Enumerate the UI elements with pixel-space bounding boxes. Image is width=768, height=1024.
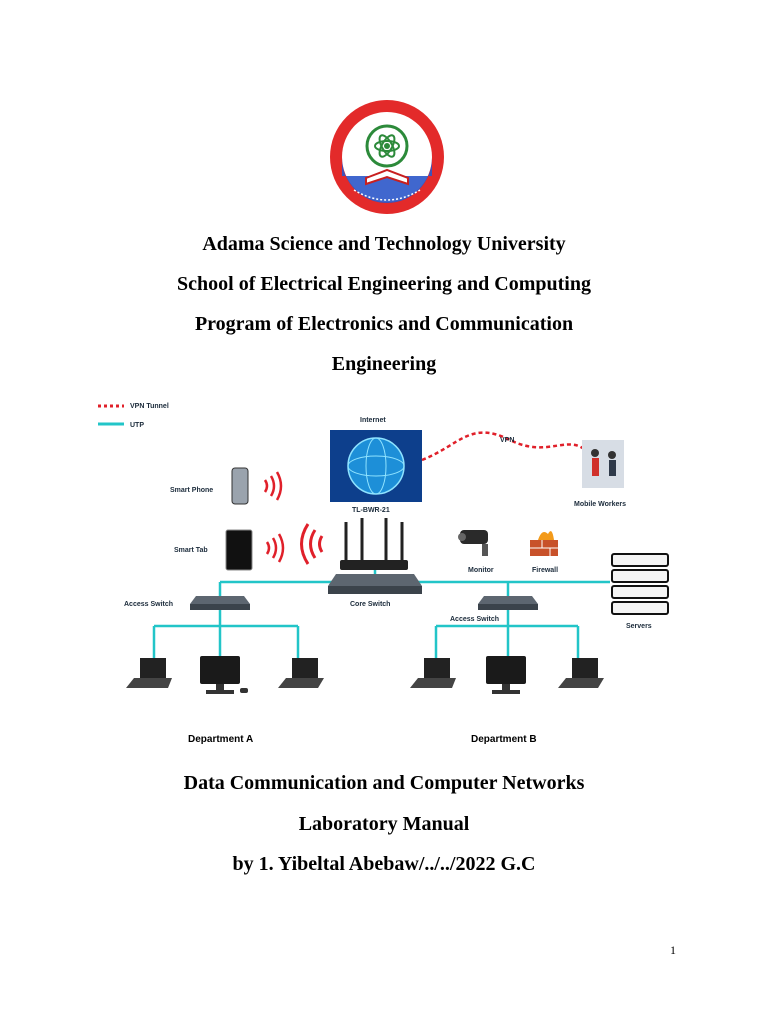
program-line-1: Program of Electronics and Communication: [194, 313, 574, 335]
department-b-label: Department B: [471, 734, 537, 745]
firewall-icon: [530, 531, 558, 556]
laptop-icon: [126, 658, 172, 688]
mobile-workers-icon: [582, 440, 624, 488]
access-switch-b-label: Access Switch: [450, 616, 500, 623]
author-line: by 1. Yibeltal Abebaw/../../2022 G.C: [232, 853, 536, 875]
smart-tab-icon: [226, 530, 252, 570]
servers-icon: [612, 554, 668, 614]
core-switch-icon: [328, 574, 422, 594]
school-name: School of Electrical Engineering and Computing: [177, 273, 591, 295]
monitor-label: Monitor: [468, 567, 494, 574]
program-line-2: Engineering: [331, 353, 437, 375]
access-switch-a-label: Access Switch: [124, 601, 174, 608]
desktop-computer-icon: [486, 656, 526, 694]
legend-vpn-label: VPN Tunnel: [130, 403, 169, 410]
smart-phone-icon: [232, 468, 248, 504]
desktop-computer-icon: [200, 656, 248, 694]
course-title: Data Communication and Computer Networks: [183, 772, 585, 794]
mobile-workers-label: Mobile Workers: [574, 501, 626, 508]
vpn-label: VPN: [500, 437, 515, 444]
router-icon: [340, 518, 408, 570]
firewall-label: Firewall: [532, 567, 559, 574]
internet-label: Internet: [360, 417, 386, 424]
university-logo: [328, 98, 446, 216]
core-switch-label: Core Switch: [350, 601, 391, 608]
department-a-label: Department A: [188, 734, 254, 745]
laptop-icon: [558, 658, 604, 688]
router-label: TL-BWR-21: [352, 507, 390, 514]
legend-utp-label: UTP: [130, 422, 144, 429]
university-name: Adama Science and Technology University: [202, 233, 566, 255]
page-number: 1: [670, 943, 676, 957]
laptop-icon: [278, 658, 324, 688]
servers-label: Servers: [626, 623, 652, 630]
wifi-signal-icon: [267, 534, 283, 562]
monitor-camera-icon: [458, 530, 488, 556]
access-switch-a-icon: [190, 596, 250, 610]
smart-phone-label: Smart Phone: [170, 487, 214, 494]
wifi-broadcast-icon: [302, 524, 323, 564]
laptop-icon: [410, 658, 456, 688]
smart-tab-label: Smart Tab: [174, 547, 208, 554]
internet-globe-icon: [330, 430, 422, 502]
network-diagram: [90, 390, 690, 750]
wifi-signal-icon: [265, 472, 281, 500]
access-switch-b-icon: [478, 596, 538, 610]
manual-type: Laboratory Manual: [298, 813, 470, 835]
